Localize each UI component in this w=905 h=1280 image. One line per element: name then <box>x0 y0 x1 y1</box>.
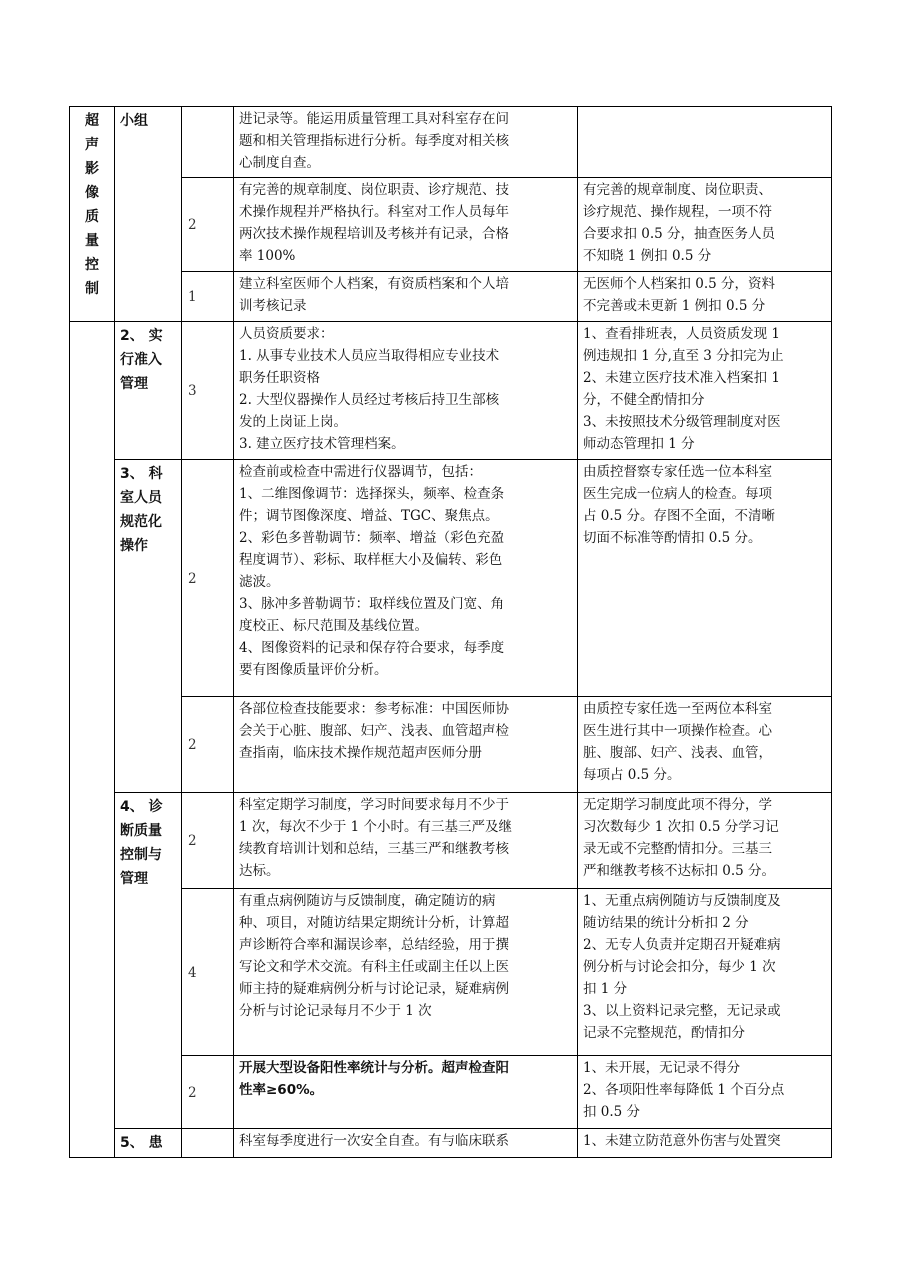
table-row <box>70 697 832 793</box>
table-row <box>70 793 832 889</box>
deduction-cell: 无医师个人档案扣 0.5 分，资料 不完善或未更新 1 例扣 0.5 分 <box>578 272 832 322</box>
score-cell: 2 <box>182 178 234 272</box>
requirement-cell: 检查前或检查中需进行仪器调节，包括： 1、二维图像调节：选择探头，频率、检查条 件；调节图像深度、增益、TGC、聚焦点。 2、彩色多普勒调节：频率、增益（彩色充盈 程度调节）、彩标、取样框大小及偏转、彩色 滤波。 3、脉冲多普勒调节：取样线位置及门宽、角 度校正、标尺范围及基线位置。 4、图像资料的记录和保存符合要求，每季度 要有图像质量评价分析。 <box>234 460 578 697</box>
section-cell: 4、 诊 断质量 控制与 管理 <box>115 793 182 1129</box>
requirement-cell: 进记录等。能运用质量管理工具对科室存在问 题和相关管理指标进行分析。每季度对相关核 心制度自查。 <box>234 107 578 178</box>
deduction-cell: 有完善的规章制度、岗位职责、 诊疗规范、操作规程，一项不符 合要求扣 0.5 分，抽查医务人员 不知晓 1 例扣 0.5 分 <box>578 178 832 272</box>
table-row <box>70 178 832 272</box>
section-cell: 小组 <box>115 107 182 322</box>
score-cell: 2 <box>182 1056 234 1129</box>
table-row <box>70 1056 832 1129</box>
deduction-cell: 由质控专家任选一至两位本科室 医生进行其中一项操作检查。心 脏、腹部、妇产、浅表、血管， 每项占 0.5 分。 <box>578 697 832 793</box>
table-row <box>70 889 832 1056</box>
score-cell: 2 <box>182 460 234 697</box>
table-row <box>70 460 832 697</box>
section-cell: 3、 科 室人员 规范化 操作 <box>115 460 182 793</box>
table-row <box>70 107 832 178</box>
requirement-cell: 人员资质要求： 1. 从事专业技术人员应当取得相应专业技术 职务任职资格 2. 大型仪器操作人员经过考核后持卫生部核 发的上岗证上岗。 3. 建立医疗技术管理档案。 <box>234 322 578 460</box>
main-category-continued <box>70 322 115 1158</box>
requirement-cell: 各部位检查技能要求：参考标准：中国医师协 会关于心脏、腹部、妇产、浅表、血管超声检 查指南，临床技术操作规范超声医师分册 <box>234 697 578 793</box>
section-cell: 2、 实 行准入 管理 <box>115 322 182 460</box>
score-cell <box>182 1129 234 1158</box>
deduction-cell: 由质控督察专家任选一位本科室 医生完成一位病人的检查。每项 占 0.5 分。存图不全面，不清晰 切面不标准等酌情扣 0.5 分。 <box>578 460 832 697</box>
deduction-cell: 1、未建立防范意外伤害与处置突 <box>578 1129 832 1158</box>
score-cell: 3 <box>182 322 234 460</box>
quality-control-table <box>69 106 832 1158</box>
score-cell: 4 <box>182 889 234 1056</box>
requirement-cell: 建立科室医师个人档案，有资质档案和个人培 训考核记录 <box>234 272 578 322</box>
deduction-cell <box>578 107 832 178</box>
score-cell <box>182 107 234 178</box>
score-cell: 1 <box>182 272 234 322</box>
table-row <box>70 322 832 460</box>
requirement-cell: 有重点病例随访与反馈制度，确定随访的病 种、项目，对随访结果定期统计分析，计算超 声诊断符合率和漏误诊率，总结经验，用于撰 写论文和学术交流。有科主任或副主任以上医 师主持的疑难病例分析与讨论记录，疑难病例 分析与讨论记录每月不少于 1 次 <box>234 889 578 1056</box>
table-row <box>70 1129 832 1158</box>
requirement-cell: 科室定期学习制度，学习时间要求每月不少于 1 次，每次不少于 1 个小时。有三基三严及继 续教育培训计划和总结，三基三严和继教考核 达标。 <box>234 793 578 889</box>
main-category-cell: 超 声 影 像 质 量 控 制 <box>70 107 115 322</box>
score-cell: 2 <box>182 793 234 889</box>
requirement-cell: 有完善的规章制度、岗位职责、诊疗规范、技 术操作规程并严格执行。科室对工作人员每年 两次技术操作规程培训及考核并有记录，合格 率 100% <box>234 178 578 272</box>
section-cell: 5、 患 <box>115 1129 182 1158</box>
score-cell: 2 <box>182 697 234 793</box>
table-row <box>70 272 832 322</box>
deduction-cell: 无定期学习制度此项不得分，学 习次数每少 1 次扣 0.5 分学习记 录无或不完整酌情扣分。三基三 严和继教考核不达标扣 0.5 分。 <box>578 793 832 889</box>
deduction-cell: 1、无重点病例随访与反馈制度及 随访结果的统计分析扣 2 分 2、无专人负责并定期召开疑难病 例分析与讨论会扣分，每少 1 次 扣 1 分 3、以上资料记录完整，无记录或 记录不完整规范，酌情扣分 <box>578 889 832 1056</box>
requirement-cell: 开展大型设备阳性率统计与分析。超声检查阳 性率≥60%。 <box>234 1056 578 1129</box>
deduction-cell: 1、未开展，无记录不得分 2、各项阳性率每降低 1 个百分点 扣 0.5 分 <box>578 1056 832 1129</box>
deduction-cell: 1、查看排班表，人员资质发现 1 例违规扣 1 分,直至 3 分扣完为止 2、未建立医疗技术准入档案扣 1 分，不健全酌情扣分 3、未按照技术分级管理制度对医 师动态管理扣 1 分 <box>578 322 832 460</box>
requirement-cell: 科室每季度进行一次安全自查。有与临床联系 <box>234 1129 578 1158</box>
